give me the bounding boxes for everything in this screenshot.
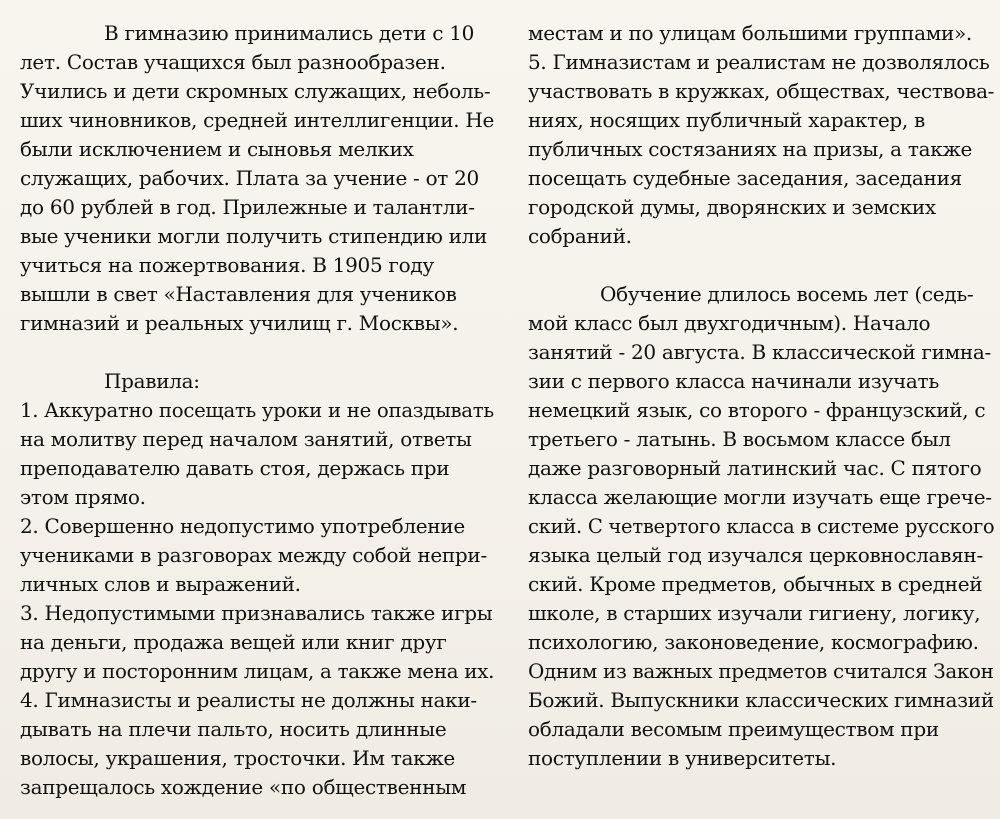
text-line: до 60 рублей в год. Прилежные и талантли- xyxy=(20,195,475,219)
text-line: на деньги, продажа вещей или книг друг xyxy=(20,630,447,654)
text-line: школе, в старших изучали гигиену, логику, xyxy=(528,601,981,625)
text-line: были исключением и сыновья мелких xyxy=(20,137,414,161)
text-line: даже разговорный латинский час. С пятого xyxy=(528,456,982,480)
text-line: личных слов и выражений. xyxy=(20,572,301,596)
text-line: В гимназию принимались дети с 10 xyxy=(104,21,475,45)
text-line: третьего - латынь. В восьмом классе был xyxy=(528,427,951,451)
text-line: 3. Недопустимыми признавались также игры xyxy=(20,601,493,625)
text-line: собраний. xyxy=(528,224,632,248)
text-line: ский. Кроме предметов, обычных в средней xyxy=(528,572,983,596)
text-line: ших чиновников, средней интеллигенции. Не xyxy=(20,108,495,132)
text-line: Божий. Выпускники классических гимназий xyxy=(528,688,994,712)
text-line: городской думы, дворянских и земских xyxy=(528,195,936,219)
text-line: волосы, украшения, тросточки. Им также xyxy=(20,746,455,770)
text-line: ниях, носящих публичный характер, в xyxy=(528,108,925,132)
text-line: зии с первого класса начинали изучать xyxy=(528,369,939,393)
text-line: преподавателю давать стоя, держась при xyxy=(20,456,450,480)
text-line: вышли в свет «Наставления для учеников xyxy=(20,282,457,306)
text-line: поступлении в университеты. xyxy=(528,746,837,770)
text-line: Одним из важных предметов считался Закон xyxy=(528,659,994,683)
text-line: посещать судебные заседания, заседания xyxy=(528,166,962,190)
text-line: Обучение длилось восемь лет (седь- xyxy=(600,282,974,306)
text-line: класса желающие могли изучать еще грече- xyxy=(528,485,992,509)
text-line: публичных состязаниях на призы, а также xyxy=(528,137,973,161)
text-line: 1. Аккуратно посещать уроки и не опаздывать xyxy=(20,398,494,422)
text-line: на молитву перед началом занятий, ответы xyxy=(20,427,472,451)
text-line: Учились и дети скромных служащих, неболь- xyxy=(20,79,491,103)
text-line: запрещалось хождение «по общественным xyxy=(20,775,467,799)
text-line: местам и по улицам большими группами». xyxy=(528,21,972,45)
text-line: гимназий и реальных училищ г. Москвы». xyxy=(20,311,459,335)
text-line: этом прямо. xyxy=(20,485,146,509)
text-line: мой класс был двухгодичным). Начало xyxy=(528,311,931,335)
text-line: обладали весомым преимуществом при xyxy=(528,717,939,741)
rules-heading: Правила: xyxy=(104,369,200,393)
text-line: вые ученики могли получить стипендию или xyxy=(20,224,488,248)
text-line: учиться на пожертвования. В 1905 году xyxy=(20,253,434,277)
text-line: 2. Совершенно недопустимо употребление xyxy=(20,514,465,538)
text-line: учениками в разговорах между собой непри- xyxy=(20,543,487,567)
text-line: 5. Гимназистам и реалистам не дозволялось xyxy=(528,50,990,74)
text-line: участвовать в кружках, обществах, чествова- xyxy=(528,79,995,103)
text-line: ский. С четвертого класса в системе русского xyxy=(528,514,995,538)
text-line: языка целый год изучался церковнославян- xyxy=(528,543,983,567)
text-line: лет. Состав учащихся был разнообразен. xyxy=(20,50,446,74)
text-line: служащих, рабочих. Плата за учение - от 20 xyxy=(20,166,479,190)
text-line: другу и посторонним лицам, а также мена их. xyxy=(20,659,495,683)
text-line: дывать на плечи пальто, носить длинные xyxy=(20,717,447,741)
text-line: немецкий язык, со второго - французский, с xyxy=(528,398,986,422)
text-line: 4. Гимназисты и реалисты не должны наки- xyxy=(20,688,477,712)
text-line: занятий - 20 августа. В классической гимна- xyxy=(528,340,991,364)
text-line: психологию, законоведение, космографию. xyxy=(528,630,979,654)
